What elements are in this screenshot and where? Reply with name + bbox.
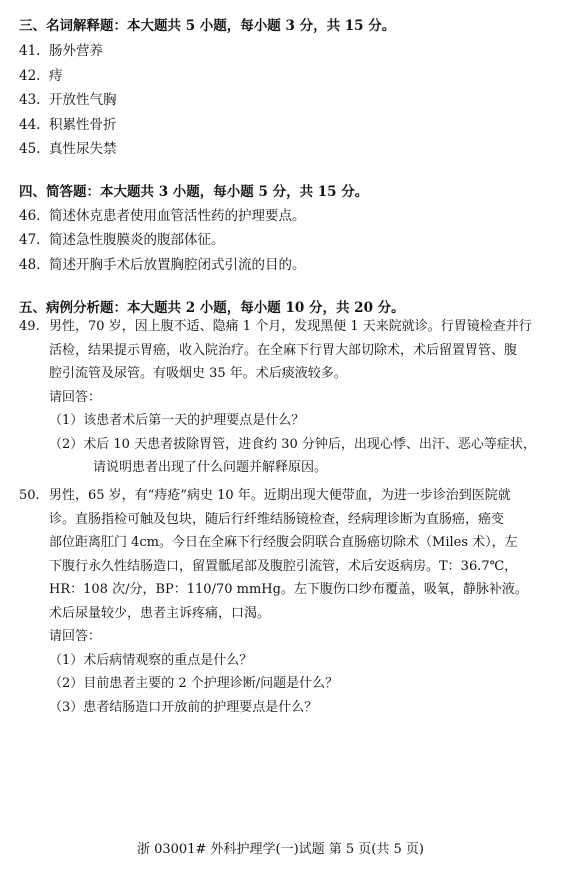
sub-question-1: （1）该患者术后第一天的护理要点是什么？ — [49, 413, 305, 428]
question-text: 肠外营养 — [49, 43, 103, 59]
section-5-title: 五、病例分析题：本大题共 2 小题，每小题 10 分，共 20 分。 — [19, 300, 405, 316]
question-45 — [19, 137, 117, 157]
page-footer: 浙 03001# 外科护理学(一)试题 第 5 页(共 5 页) — [136, 842, 424, 857]
question-text: 积累性骨折 — [49, 117, 117, 133]
case-text: 男性，70 岁，因上腹不适、隐痛 1 个月，发现黑便 1 天来院就诊。行胃镜检查并行 — [49, 319, 532, 334]
sub-question-2: （2）目前患者主要的 2 个护理诊断/问题是什么？ — [49, 676, 339, 691]
question-number: 47. — [19, 232, 41, 248]
case-line — [19, 484, 544, 508]
sub-question-3: （3）患者结肠造口开放前的护理要点是什么？ — [49, 699, 318, 715]
question-text: 简述开胸手术后放置胸腔闭式引流的目的。 — [49, 257, 306, 273]
question-41 — [19, 39, 103, 59]
case-line: 下腹行永久性结肠造口，留置骶尾部及腹腔引流管，术后安返病房。T：36.7℃， — [49, 558, 518, 574]
question-number: 43. — [19, 92, 41, 108]
question-text: 开放性气胸 — [49, 92, 117, 108]
question-number: 44. — [19, 117, 41, 133]
question-48 — [19, 253, 306, 273]
question-50 — [19, 484, 544, 719]
sub-question-1: （1）术后病情观察的重点是什么？ — [49, 652, 253, 668]
case-line: 腔引流管及尿管。有吸烟史 35 年。术后痰液较多。 — [49, 366, 347, 381]
question-number: 49. — [19, 319, 40, 334]
question-number: 45. — [19, 141, 41, 157]
question-number: 42. — [19, 68, 41, 84]
question-47 — [19, 228, 225, 248]
sub-question-2-continued: 请说明患者出现了什么问题并解释原因。 — [93, 460, 328, 475]
case-line: 术后尿量较少，患者主诉疼痛，口渴。 — [49, 605, 271, 621]
section-4-title: 四、简答题：本大题共 3 小题，每小题 5 分，共 15 分。 — [19, 184, 369, 200]
question-text: 简述休克患者使用血管活性药的护理要点。 — [49, 208, 306, 224]
question-43 — [19, 88, 117, 108]
case-text: 男性，65 岁，有“痔疮”病史 10 年。近期出现大便带血，为进一步诊治到医院就 — [49, 488, 511, 503]
section-3-title: 三、名词解释题：本大题共 5 小题，每小题 3 分，共 15 分。 — [19, 18, 396, 34]
sub-question-2: （2）术后 10 天患者拔除胃管，进食约 30 分钟后，出现心悸、出汗、恶心等症状， — [49, 436, 536, 452]
question-49 — [19, 315, 544, 480]
case-line: HR：108 次/分，BP：110/70 mmHg。左下腹伤口纱布覆盖，吸氧，静脉补液。 — [49, 582, 528, 597]
question-text: 真性尿失禁 — [49, 141, 117, 157]
question-text: 简述急性腹膜炎的腹部体征。 — [49, 232, 225, 248]
ask-label: 请回答： — [49, 629, 102, 644]
question-46 — [19, 204, 306, 224]
question-42 — [19, 64, 63, 84]
question-number: 46. — [19, 208, 41, 224]
question-number: 50. — [19, 488, 40, 503]
case-line: 活检，结果提示胃癌，收入院治疗。在全麻下行胃大部切除术，术后留置胃管、腹 — [49, 342, 518, 358]
case-line: 部位距离肛门 4cm。今日在全麻下行经腹会阴联合直肠癌切除术（Miles 术），左 — [49, 535, 518, 550]
ask-label: 请回答： — [49, 389, 102, 405]
question-number: 41. — [19, 43, 41, 59]
question-number: 48. — [19, 257, 41, 273]
case-line — [19, 315, 544, 339]
case-line: 诊。直肠指检可触及包块，随后行纤维结肠镜检查，经病理诊断为直肠癌，癌变 — [49, 511, 505, 527]
question-44 — [19, 113, 117, 133]
question-text: 痔 — [49, 68, 63, 84]
